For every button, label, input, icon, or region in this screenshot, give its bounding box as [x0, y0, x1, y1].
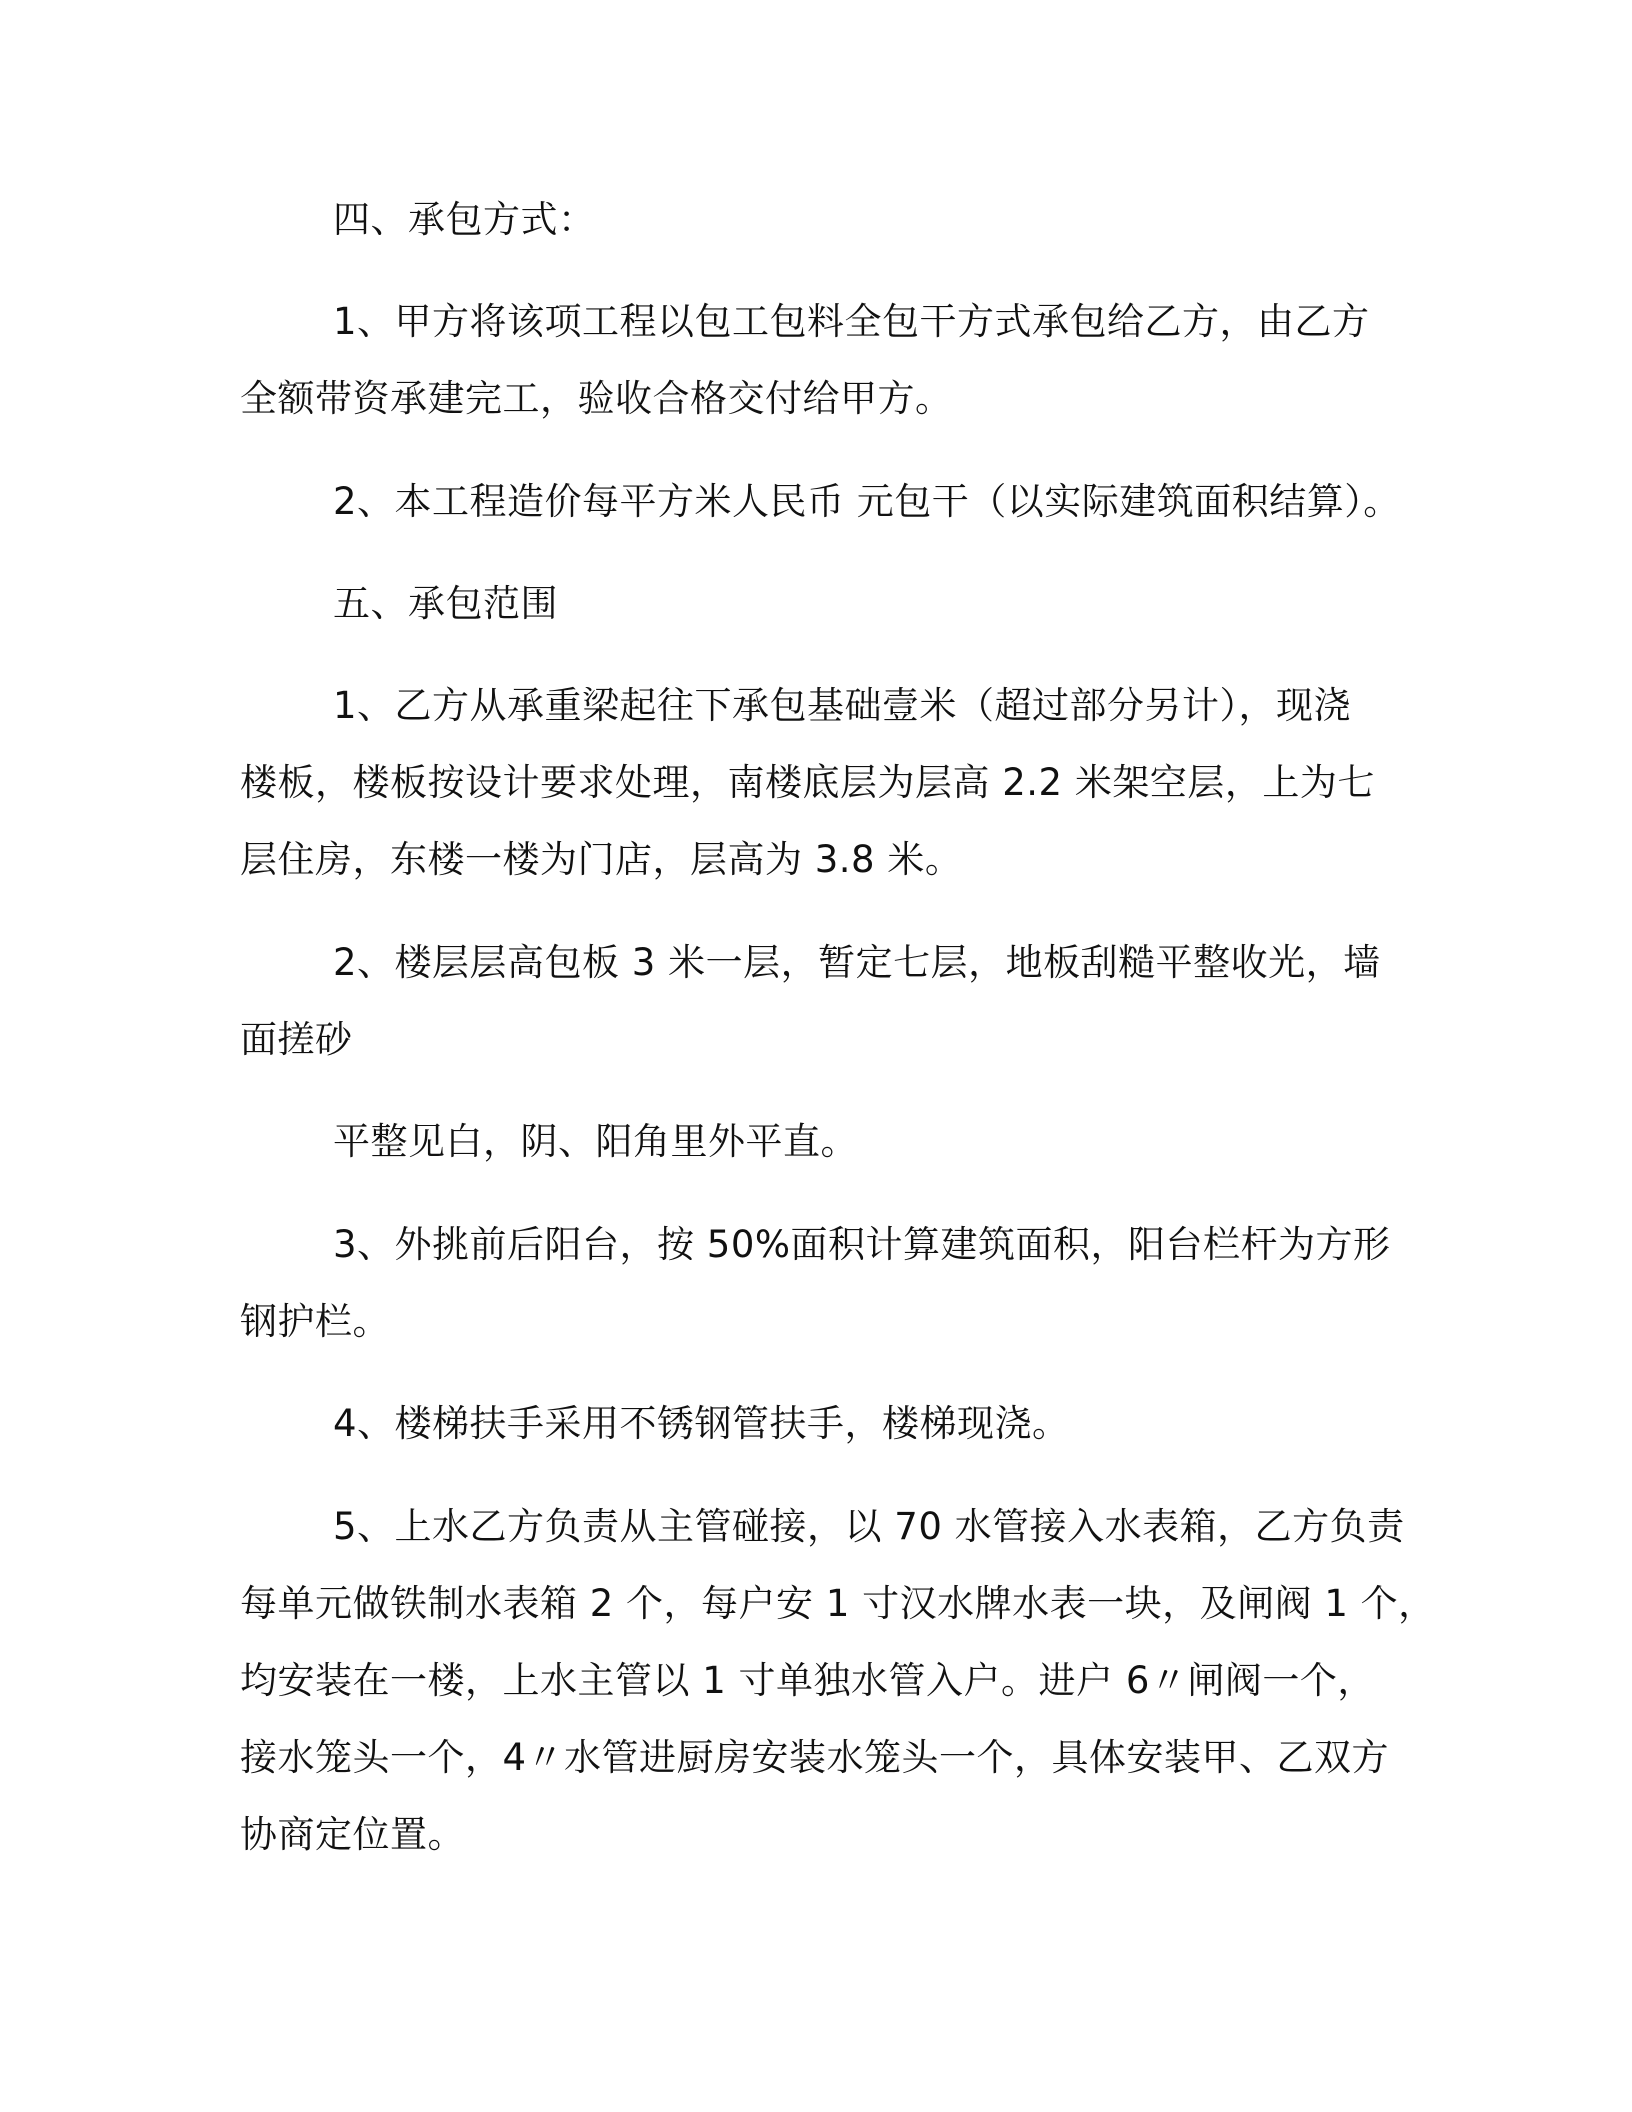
paragraph-line: 2、楼层层高包板 3 米一层，暂定七层，地板刮糙平整收光，墙 [333, 941, 1381, 984]
paragraph-line: 3、外挑前后阳台，按 50%面积计算建筑面积，阳台栏杆为方形 [333, 1223, 1391, 1266]
paragraph-line: 面搓砂 [240, 1018, 353, 1061]
paragraph-line: 协商定位置。 [240, 1813, 465, 1856]
paragraph-line: 平整见白，阴、阳角里外平直。 [333, 1120, 858, 1163]
paragraph-line: 2、本工程造价每平方米人民币 元包干（以实际建筑面积结算）。 [333, 480, 1401, 523]
paragraph-line: 层住房，东楼一楼为门店，层高为 3.8 米。 [240, 838, 963, 881]
paragraph-line: 5、上水乙方负责从主管碰接，以 70 水管接入水表箱，乙方负责 [333, 1505, 1405, 1548]
paragraph-line: 1、乙方从承重梁起往下承包基础壹米（超过部分另计），现浇 [333, 684, 1352, 727]
paragraph-line: 钢护栏。 [240, 1300, 390, 1343]
paragraph-line: 楼板，楼板按设计要求处理，南楼底层为层高 2.2 米架空层，上为七 [240, 761, 1375, 804]
paragraph-line: 每单元做铁制水表箱 2 个，每户安 1 寸汉水牌水表一块，及闸阀 1 个， [240, 1582, 1436, 1625]
paragraph-line: 1、甲方将该项工程以包工包料全包干方式承包给乙方，由乙方 [333, 300, 1370, 343]
section-heading-contract-method: 四、承包方式： [333, 198, 596, 241]
paragraph-line: 接水笼头一个，4〃水管进厨房安装水笼头一个，具体安装甲、乙双方 [240, 1736, 1390, 1779]
paragraph-line: 均安装在一楼，上水主管以 1 寸单独水管入户。进户 6〃闸阀一个， [240, 1659, 1375, 1702]
paragraph-line: 4、楼梯扶手采用不锈钢管扶手，楼梯现浇。 [333, 1402, 1070, 1445]
section-heading-contract-scope: 五、承包范围 [333, 582, 558, 625]
paragraph-line: 全额带资承建完工，验收合格交付给甲方。 [240, 377, 953, 420]
